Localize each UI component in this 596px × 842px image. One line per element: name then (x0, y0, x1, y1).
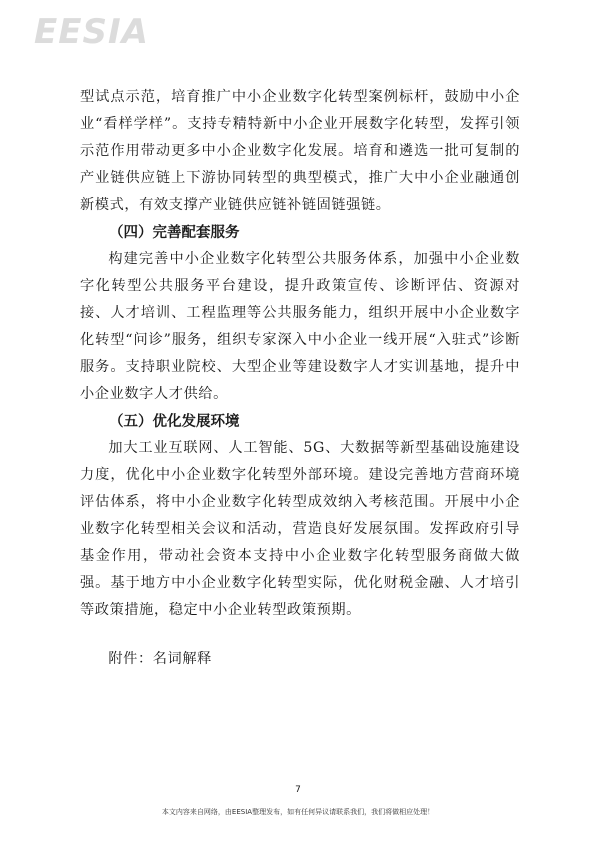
attachment-line: 附件：名词解释 (108, 651, 212, 667)
eesia-logo: EESIA (34, 12, 149, 52)
paragraph-section-4: 构建完善中小企业数字化转型公共服务体系，加强中小企业数字化转型公共服务平台建设，提升政策宣传、诊断评估、资源对接、人才培训、工程监理等公共服务能力，组织开展中小企业数字化转型“问诊”服务，组织专家深入中小企业一线开展“入驻式”诊断服务。支持职业院校、大型企业等建设数字人才实训基地，提升中小企业数字人才供给。 (80, 251, 520, 402)
section-heading-4: （四）完善配套服务 (109, 224, 240, 241)
paragraph-intro: 型试点示范，培育推广中小企业数字化转型案例标杆，鼓励中小企业“看样学样”。支持专精特新中小企业开展数字化转型，发挥引领示范作用带动更多中小企业数字化发展。培育和遴选一批可复制的产业链供应链上下游协同转型的典型模式，推广大中小企业融通创新模式，有效支撑产业链供应链补链固链强链。 (80, 89, 520, 213)
footer-disclaimer: 本文内容来自网络，由EESIA整理发布，如有任何异议请联系我们，我们将做相应处理！ (161, 808, 435, 816)
section-heading-5: （五）优化发展环境 (109, 413, 240, 430)
document-body (80, 84, 520, 687)
paragraph-section-5: 加大工业互联网、人工智能、5G、大数据等新型基础设施建设力度，优化中小企业数字化转型外部环境。建设完善地方营商环境评估体系，将中小企业数字化转型成效纳入考核范围。开展中小企业数字化转型相关会议和活动，营造良好发展氛围。发挥政府引导基金作用，带动社会资本支持中小企业数字化转型服务商做大做强。基于地方中小企业数字化转型实际，优化财税金融、人才培引等政策措施，稳定中小企业转型政策预期。 (80, 440, 520, 618)
page-number: 7 (295, 785, 301, 795)
